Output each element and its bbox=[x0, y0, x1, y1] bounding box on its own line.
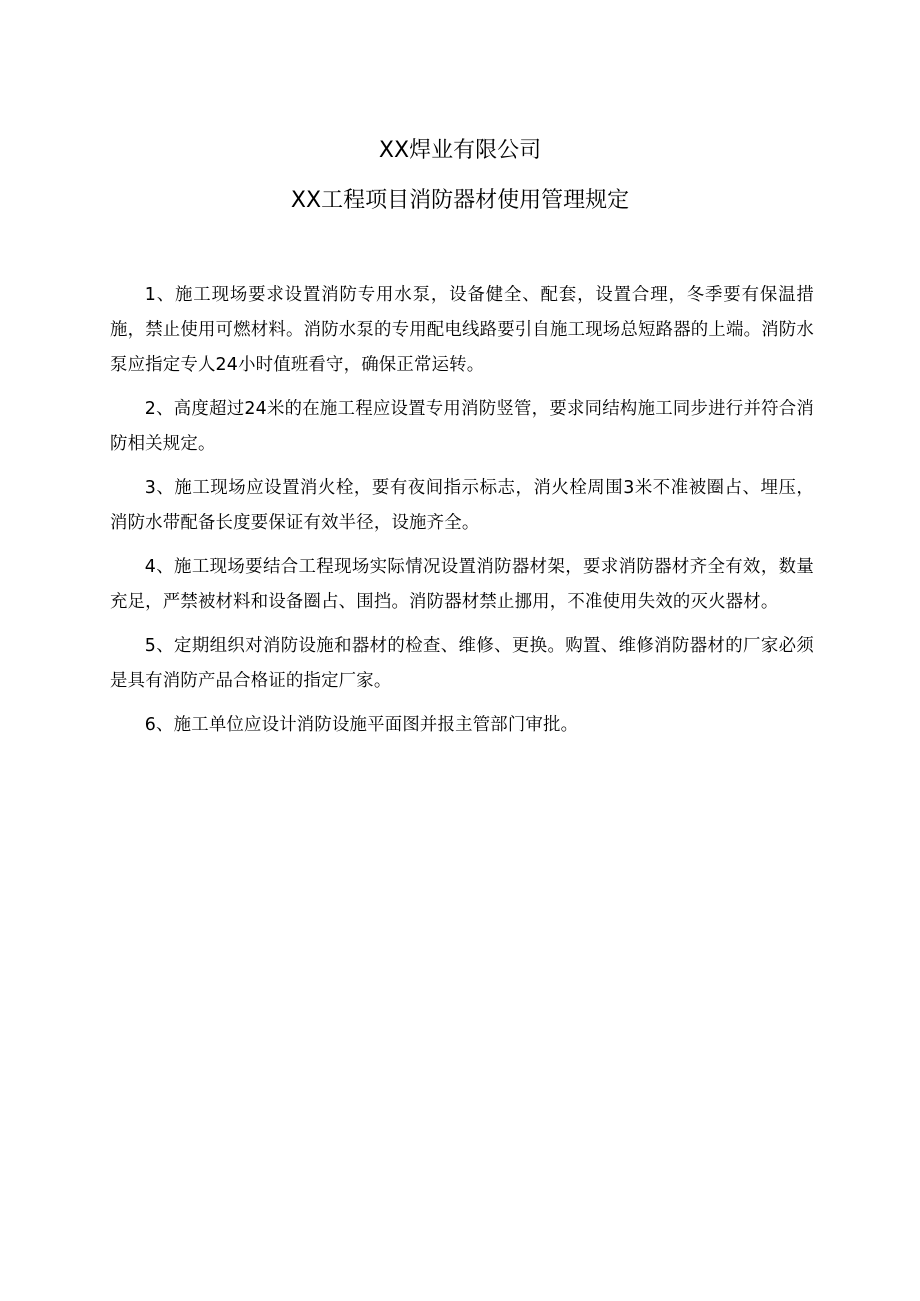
regulation-item-5: 5、定期组织对消防设施和器材的检查、维修、更换。购置、维修消防器材的厂家必须是具有消防产品合格证的指定厂家。 bbox=[110, 636, 814, 691]
regulation-body bbox=[110, 278, 814, 752]
regulation-item-4: 4、施工现场要结合工程现场实际情况设置消防器材架，要求消防器材齐全有效，数量充足，严禁被材料和设备圈占、围挡。消防器材禁止挪用，不准使用失效的灭火器材。 bbox=[110, 557, 814, 612]
regulation-item-1: 1、施工现场要求设置消防专用水泵，设备健全、配套，设置合理，冬季要有保温措施，禁止使用可燃材料。消防水泵的专用配电线路要引自施工现场总短路器的上端。消防水泵应指定专人24小时值班看守，确保正常运转。 bbox=[110, 285, 814, 375]
regulation-item-2: 2、高度超过24米的在施工程应设置专用消防竖管，要求同结构施工同步进行并符合消防相关规定。 bbox=[110, 399, 814, 454]
company-title: XX焊业有限公司 bbox=[378, 138, 542, 163]
regulation-item-3: 3、施工现场应设置消火栓，要有夜间指示标志，消火栓周围3米不准被圈占、埋压，消防水带配备长度要保证有效半径，设施齐全。 bbox=[110, 478, 814, 533]
document-title: XX工程项目消防器材使用管理规定 bbox=[290, 188, 630, 213]
regulation-item-6: 6、施工单位应设计消防设施平面图并报主管部门审批。 bbox=[144, 715, 579, 735]
